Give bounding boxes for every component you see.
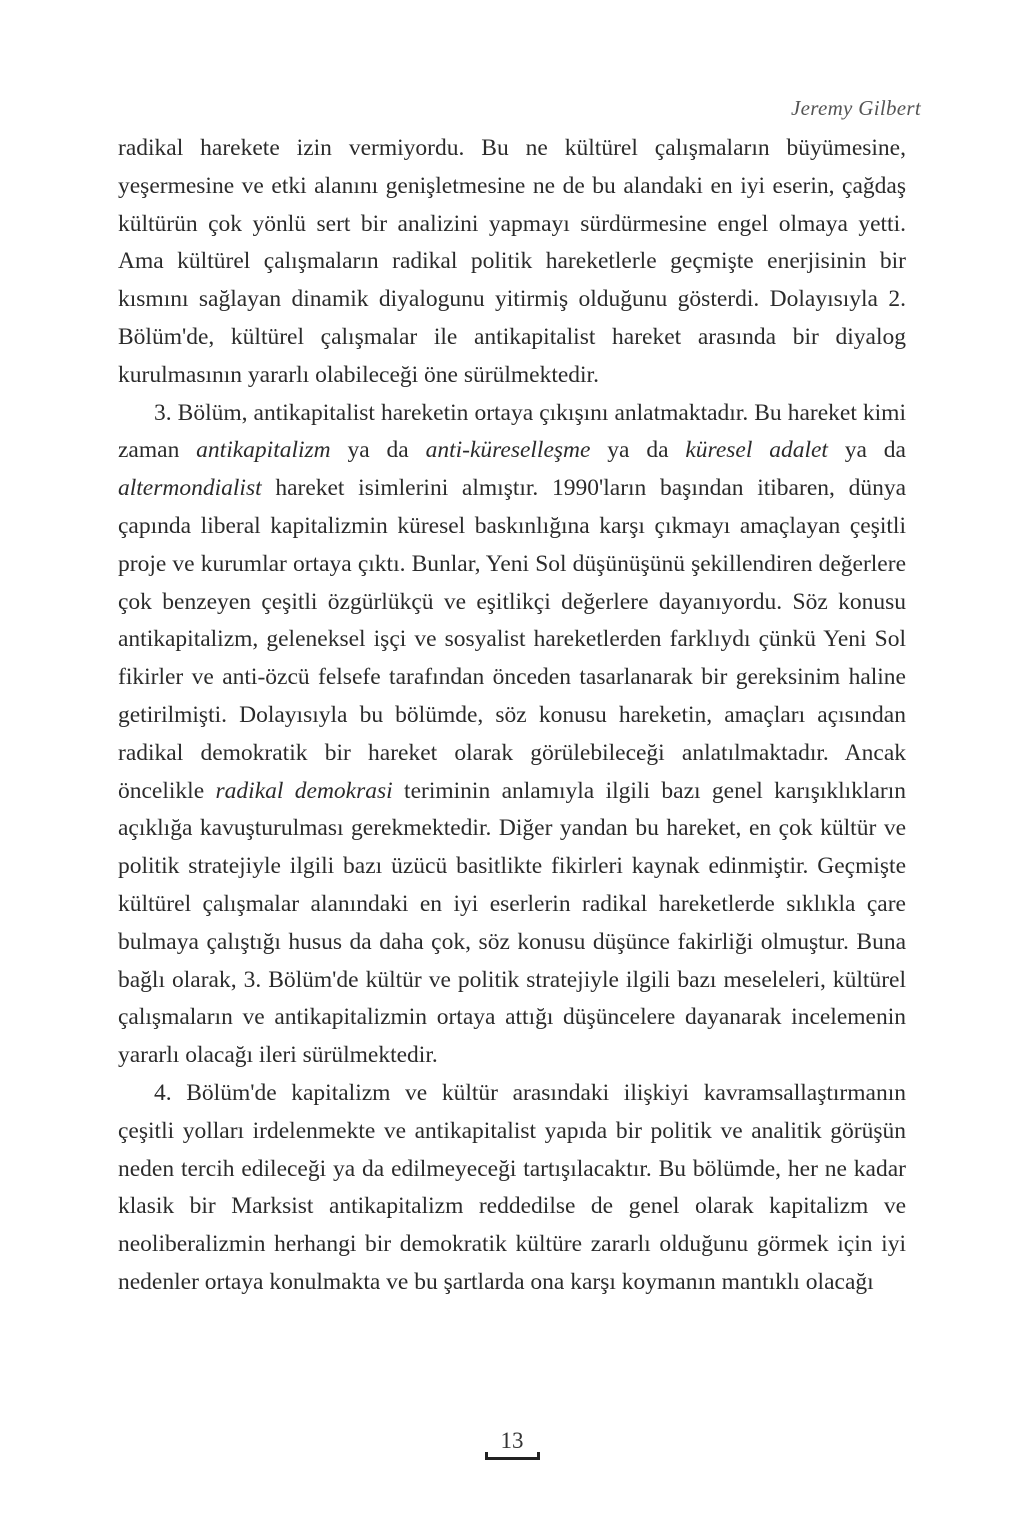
paragraph-3 [118, 1075, 906, 1302]
paragraph-2-text: 3. Bölüm, antikapitalist hareketin ortaya çıkışını anlatmaktadır. Bu hareket kimi zaman [118, 399, 906, 464]
italic-term-anti-kuresellesme: anti-küreselleşme [425, 437, 591, 464]
italic-term-radikal-demokrasi: radikal demokrasi [215, 777, 393, 804]
page-number-rule [485, 1457, 540, 1460]
paragraph-1-text: radikal harekete izin vermiyordu. Bu ne kültürel çalışmaların büyümesine, yeşermesine ve etki alanını genişletmesine ne de bu alandaki en iyi eserin, çağdaş kültürün çok yönlü sert bir analizini yapmayı sürdürmesine engel olmaya yetti. Ama kültürel çalışmaların radikal politik hareketlerle geçmişte enerjisinin bir kısmını sağlayan dinamik diyalogunu yitirmiş olduğunu gösterdi. Dolayısıyla 2. Bölüm'de, kültürel çalışmalar ile antikapitalist hareket arasında bir diyalog kurulmasının yararlı olabileceği öne sürülmektedir. [118, 135, 906, 388]
page-number-block [487, 1428, 538, 1454]
page-number: 13 [500, 1428, 524, 1453]
paragraph-2-text: ya da [827, 437, 906, 464]
italic-term-kuresel-adalet: küresel adalet [685, 437, 828, 464]
paragraph-1 [118, 130, 906, 395]
paragraph-3-text: 4. Bölüm'de kapitalizm ve kültür arasındaki ilişkiyi kavramsallaştırmanın çeşitli yolları irdelenmekte ve antikapitalist yapıda bir politik ve analitik görüşün neden tercih edileceği ya da edilmeyeceği tartışılacaktır. Bu bölümde, her ne kadar klasik bir Marksist antikapitalizm reddedilse de genel olarak kapitalizm ve neoliberalizmin herhangi bir demokratik kültüre zararlı olduğunu görmek için iyi nedenler ortaya konulmakta ve bu şartlarda ona karşı koymanın mantıklı olacağı [118, 1079, 906, 1295]
running-header-author: Jeremy Gilbert [791, 96, 921, 120]
paragraph-2-text: hareket isimlerini almıştır. 1990'ların başından itibaren, dünya çapında liberal kapitalizmin küresel baskınlığına karşı çıkmayı amaçlayan çeşitli proje ve kurumlar ortaya çıktı. Bunlar, Yeni Sol düşünüşünü şekillendiren değerlere çok benzeyen çeşitli özgürlükçü ve eşitlikçi değerlere dayanıyordu. Söz konusu antikapitalizm, geleneksel işçi ve sosyalist hareketlerden farklıydı çünkü Yeni Sol fikirler ve anti-özcü felsefe tarafından önceden tasarlanarak bir gereksinim haline getirilmişti. Dolayısıyla bu bölümde, söz konusu hareketin, amaçları açısından radikal demokratik bir hareket olarak görülebileceği anlatılmaktadır. Ancak öncelikle [118, 475, 906, 804]
italic-term-altermondialist: altermondialist [118, 475, 262, 502]
italic-term-antikapitalizm: antikapitalizm [196, 437, 331, 464]
paragraph-2-text: ya da [590, 437, 686, 464]
paragraph-2-text: teriminin anlamıyla ilgili bazı genel karışıklıkların açıklığa kavuşturulması gerekmektedir. Diğer yandan bu hareket, en çok kültür ve politik stratejiyle ilgili bazı üzücü basitlikte fikirleri kaynak edinmiştir. Geçmişte kültürel çalışmalar alanındaki en iyi eserlerin radikal hareketlerde sıklıkla çare bulmaya çalıştığı husus da daha çok, söz konusu düşünce fakirliği olmuştur. Buna bağlı olarak, 3. Bölüm'de kültür ve politik stratejiyle ilgili bazı meseleleri, kültürel çalışmaların ve antikapitalizmin ortaya attığı düşüncelere dayanarak incelemenin yararlı olacağı ileri sürülmektedir. [118, 777, 906, 1069]
body-text [118, 130, 906, 1302]
paragraph-2-text: ya da [330, 437, 426, 464]
paragraph-2 [118, 395, 906, 1075]
page-footer [0, 1428, 1024, 1454]
